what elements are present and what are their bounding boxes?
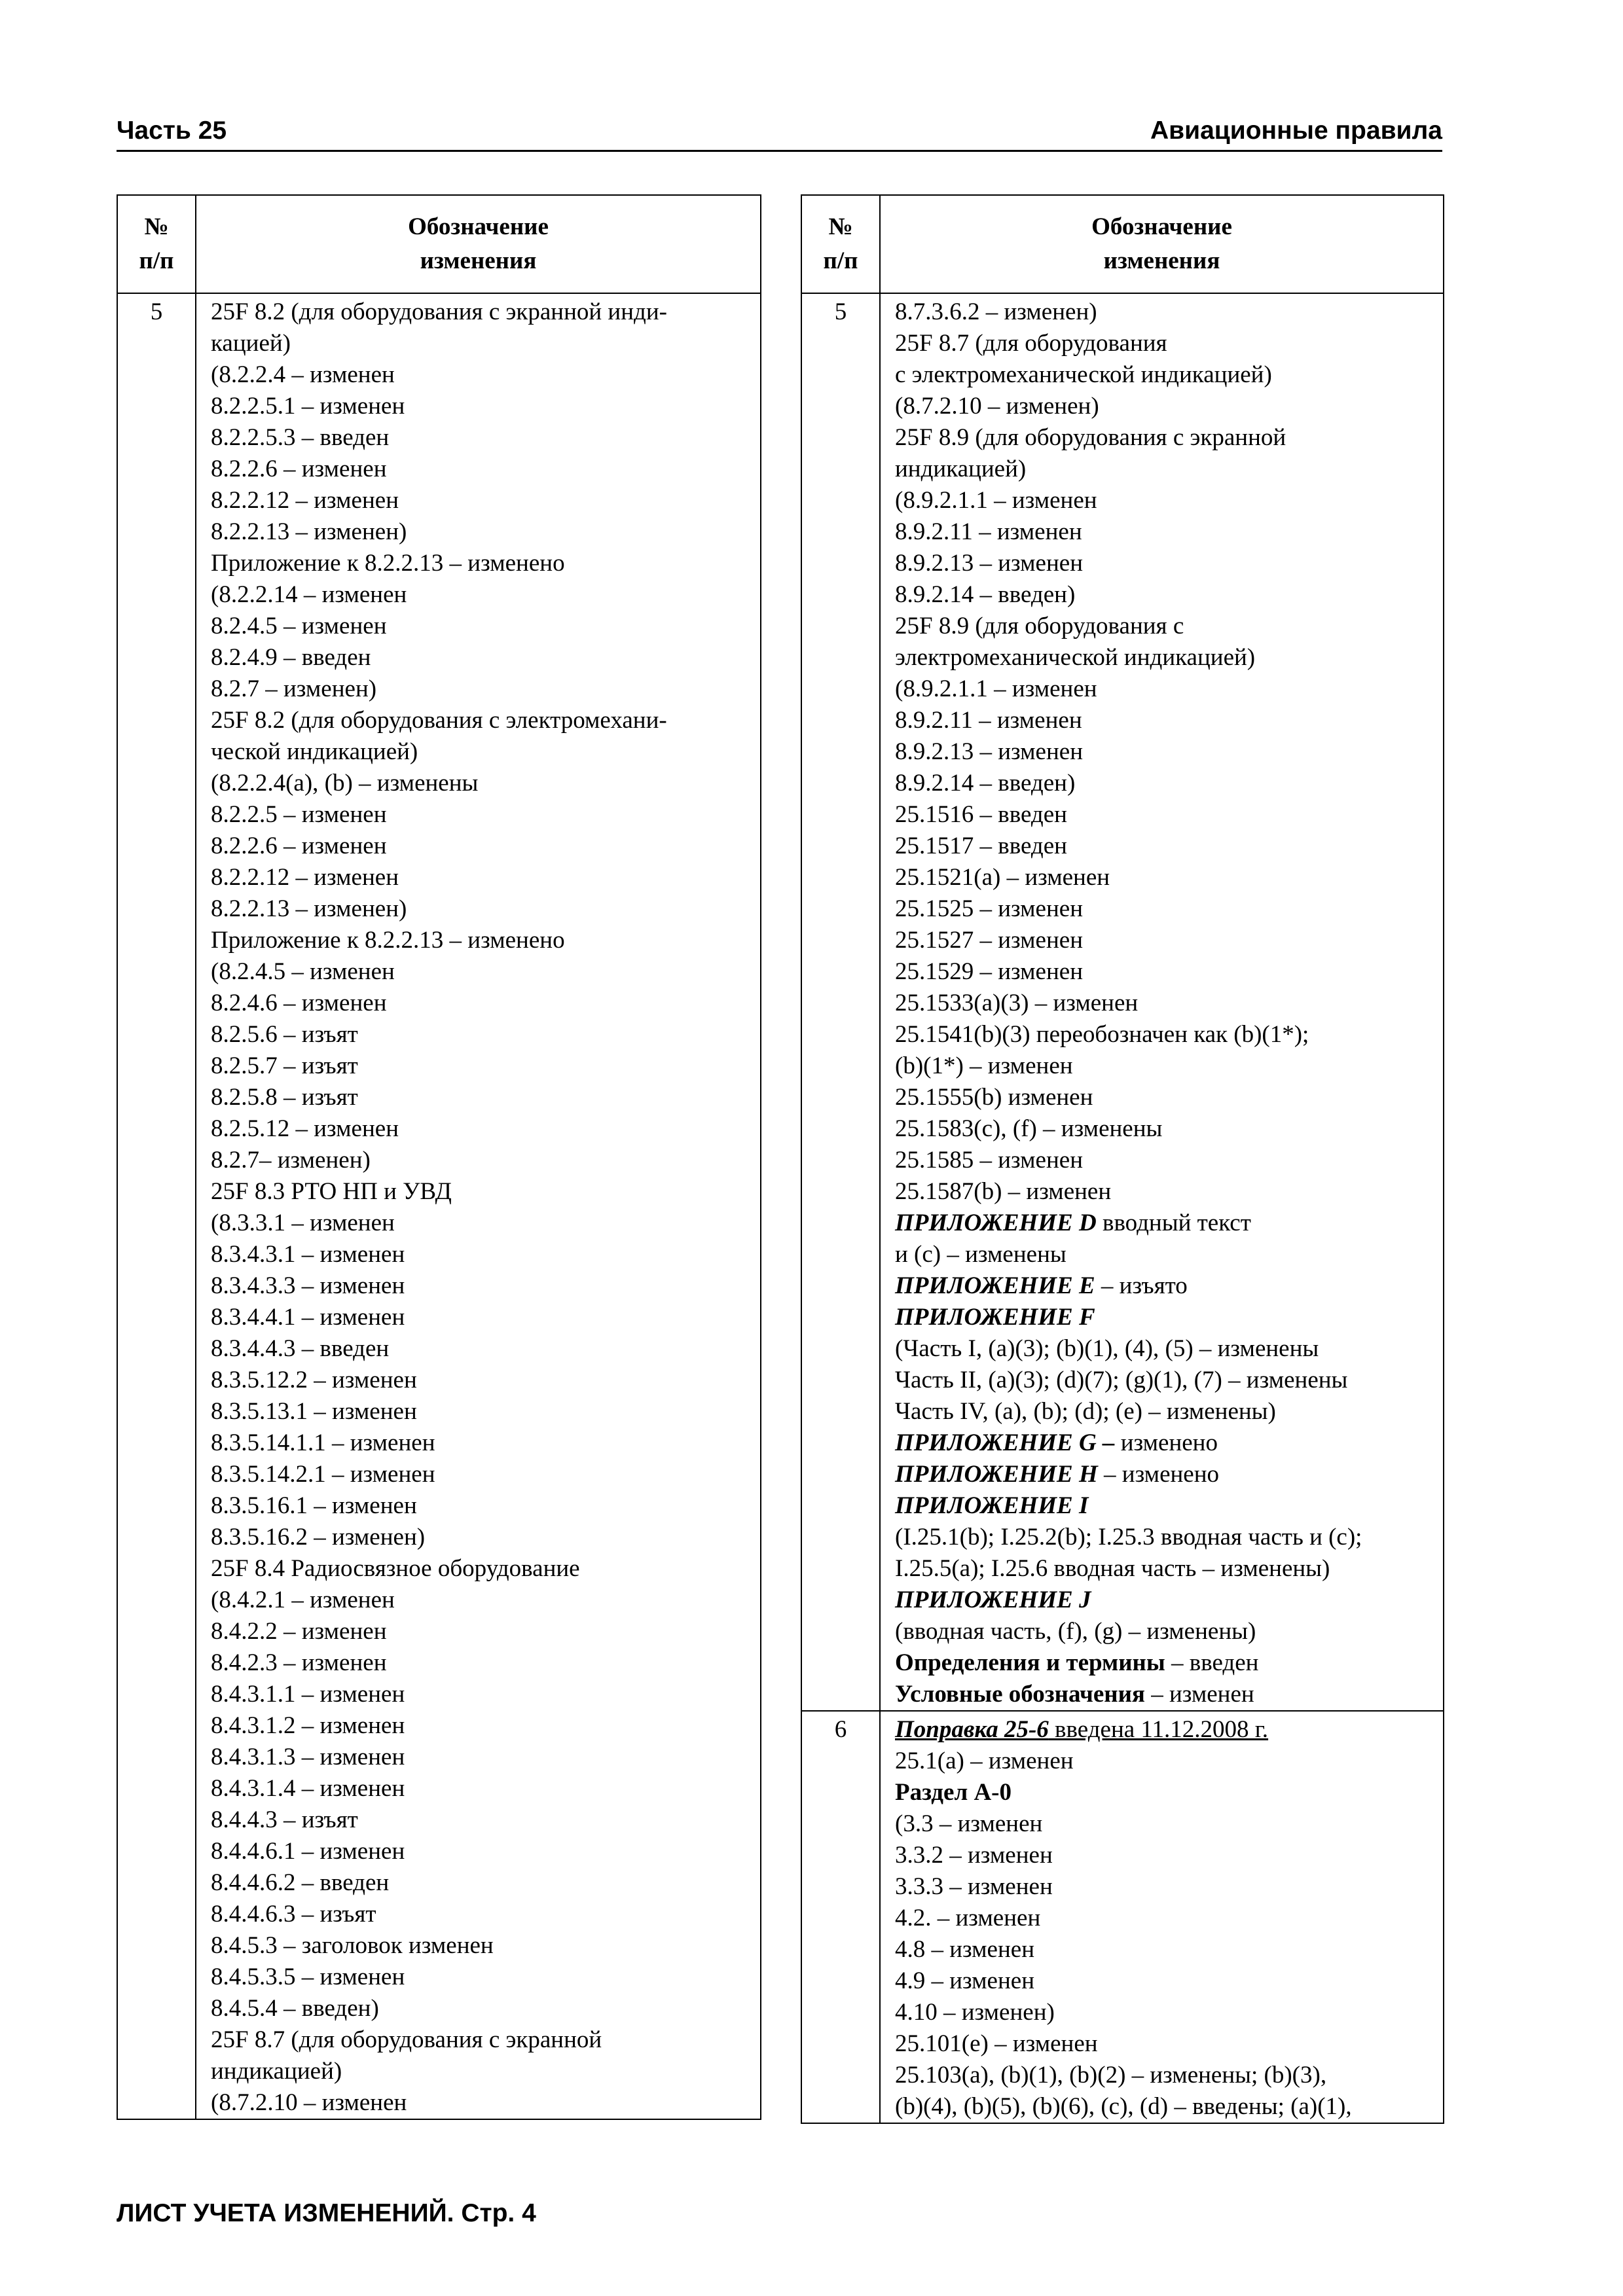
change-line [895, 1871, 1438, 1903]
change-line [895, 1679, 1438, 1710]
change-line: 8.2.5.7 – изъят [211, 1052, 358, 1079]
appendix-label: ПРИЛОЖЕНИЕ I [895, 1492, 1089, 1519]
change-line: 8.3.5.16.1 – изменен [211, 1492, 417, 1519]
change-line [895, 1082, 1438, 1113]
table-header-row [117, 195, 761, 293]
change-line [895, 768, 1438, 799]
header-num-line1: № [828, 213, 853, 240]
change-line [895, 1490, 1438, 1522]
change-text: 4.8 – изменен [895, 1936, 1035, 1963]
change-text: 25.1555(b) изменен [895, 1084, 1093, 1111]
change-text: 25.1529 – изменен [895, 958, 1084, 985]
change-line [895, 1965, 1438, 1997]
change-line [895, 548, 1438, 579]
change-line: 8.4.3.1.3 – изменен [211, 1744, 405, 1770]
change-line: 8.4.3.1.4 – изменен [211, 1775, 405, 1802]
change-line: 8.4.4.3 – изъят [211, 1806, 358, 1833]
change-text: – введен [1165, 1649, 1259, 1676]
change-line: 8.4.5.3 – заголовок изменен [211, 1932, 494, 1959]
change-line: кацией) [211, 330, 291, 357]
header-num-line1: № [144, 213, 169, 240]
change-text: I.25.5(a); I.25.6 вводная часть – изменены) [895, 1555, 1330, 1582]
change-line: 8.2.2.6 – изменен [211, 456, 387, 482]
change-text: 8.9.2.14 – введен) [895, 770, 1076, 797]
change-text: 3.3.2 – изменен [895, 1842, 1053, 1869]
row-number: 5 [117, 293, 196, 2119]
change-line: 8.2.2.13 – изменен) [211, 895, 407, 922]
change-line [895, 454, 1438, 485]
appendix-label: ПРИЛОЖЕНИЕ E [895, 1272, 1095, 1299]
change-line: 8.4.3.1.1 – изменен [211, 1681, 405, 1708]
change-line: 8.3.4.3.3 – изменен [211, 1272, 405, 1299]
change-line: Приложение к 8.2.2.13 – изменено [211, 927, 565, 954]
change-line [895, 485, 1438, 516]
change-line: (8.3.3.1 – изменен [211, 1210, 395, 1236]
appendix-label: ПРИЛОЖЕНИЕ J [895, 1587, 1091, 1613]
row-number: 5 [801, 293, 880, 1711]
row-changes [196, 293, 761, 2119]
change-line [895, 1145, 1438, 1176]
change-text: и (c) – изменены [895, 1241, 1067, 1268]
header-rule [117, 150, 1442, 152]
change-text: 25.1587(b) – изменен [895, 1178, 1112, 1205]
change-text: 25.1516 – введен [895, 801, 1067, 828]
change-text: индикацией) [895, 456, 1027, 482]
change-text: 25F 8.7 (для оборудования [895, 330, 1167, 357]
change-line: (8.7.2.10 – изменен [211, 2089, 407, 2116]
change-line: 8.2.2.12 – изменен [211, 864, 399, 891]
change-line: 25F 8.2 (для оборудования с экранной инди- [211, 298, 667, 325]
change-line: (8.2.2.4 – изменен [211, 361, 395, 388]
change-line: (8.2.2.14 – изменен [211, 581, 407, 608]
change-line [895, 705, 1438, 736]
change-text: 25.1517 – введен [895, 833, 1067, 859]
change-line [895, 611, 1438, 642]
appendix-label: ПРИЛОЖЕНИЕ D [895, 1210, 1097, 1236]
header-desc-line2: изменения [420, 247, 537, 274]
change-line: 8.2.2.5.3 – введен [211, 424, 390, 451]
row-number: 6 [801, 1711, 880, 2123]
change-line [895, 1365, 1438, 1396]
change-text: 25.1527 – изменен [895, 927, 1084, 954]
change-text: (3.3 – изменен [895, 1810, 1043, 1837]
header-desc-line1: Обозначение [408, 213, 549, 240]
change-line [895, 1808, 1438, 1840]
change-line: 8.2.5.6 – изъят [211, 1021, 358, 1048]
change-line: 8.3.4.3.1 – изменен [211, 1241, 405, 1268]
change-line [895, 642, 1438, 673]
change-line [895, 1050, 1438, 1082]
change-line: (8.2.4.5 – изменен [211, 958, 395, 985]
change-text: 25.1525 – изменен [895, 895, 1084, 922]
change-text: (I.25.1(b); I.25.2(b); I.25.3 вводная часть и (c); [895, 1524, 1362, 1551]
change-text: с электромеханической индикацией) [895, 361, 1272, 388]
change-line [895, 831, 1438, 862]
change-line [895, 673, 1438, 705]
change-line: 8.4.5.4 – введен) [211, 1995, 379, 2022]
change-text: 25F 8.9 (для оборудования с экранной [895, 424, 1286, 451]
row-changes [880, 293, 1444, 1711]
change-line [895, 516, 1438, 548]
bold-label: Раздел А-0 [895, 1779, 1012, 1806]
change-line: 8.2.4.5 – изменен [211, 613, 387, 639]
change-line [895, 1746, 1438, 1777]
amendments-table-left [117, 194, 761, 2120]
change-line: 8.2.2.6 – изменен [211, 833, 387, 859]
amendments-table-right [801, 194, 1444, 2124]
change-text: 25.1585 – изменен [895, 1147, 1084, 1174]
change-line [895, 862, 1438, 893]
change-line [895, 925, 1438, 956]
change-line: Приложение к 8.2.2.13 – изменено [211, 550, 565, 577]
change-line: 8.4.4.6.2 – введен [211, 1869, 390, 1896]
change-line: ческой индикацией) [211, 738, 418, 765]
change-line [895, 1840, 1438, 1871]
change-text: (Часть I, (a)(3); (b)(1), (4), (5) – изменены [895, 1335, 1319, 1362]
change-line [895, 1019, 1438, 1050]
change-line: 8.2.5.8 – изъят [211, 1084, 358, 1111]
change-text: 4.10 – изменен) [895, 1999, 1055, 2026]
change-line: 8.3.4.4.1 – изменен [211, 1304, 405, 1331]
change-text: 25.1521(a) – изменен [895, 864, 1110, 891]
change-line [895, 1553, 1438, 1585]
table-header-row [801, 195, 1444, 293]
change-line: 8.2.2.12 – изменен [211, 487, 399, 514]
change-line: 8.2.2.5.1 – изменен [211, 393, 405, 420]
change-line [895, 1585, 1438, 1616]
table-row [801, 293, 1444, 1711]
change-text: (8.7.2.10 – изменен) [895, 393, 1099, 420]
change-line [895, 2091, 1438, 2123]
change-text: – изменен [1144, 1681, 1254, 1708]
change-text: – изменено [1097, 1461, 1220, 1488]
change-line: 8.3.5.16.2 – изменен) [211, 1524, 426, 1551]
appendix-label: ПРИЛОЖЕНИЕ G – [895, 1429, 1115, 1456]
change-line [895, 1714, 1438, 1746]
change-line [895, 736, 1438, 768]
change-line [895, 1176, 1438, 1208]
change-text: 25.1(a) – изменен [895, 1748, 1074, 1774]
page-footer: ЛИСТ УЧЕТА ИЗМЕНЕНИЙ. Стр. 4 [117, 2199, 536, 2227]
change-line: индикацией) [211, 2058, 342, 2085]
column-header-designation [196, 195, 761, 293]
change-line: (8.4.2.1 – изменен [211, 1587, 395, 1613]
header-num-line2: п/п [823, 247, 858, 274]
change-text: 25.1541(b)(3) переобозначен как (b)(1*); [895, 1021, 1309, 1048]
change-text: 8.9.2.11 – изменен [895, 707, 1082, 734]
change-line [895, 1903, 1438, 1934]
change-text: (b)(4), (b)(5), (b)(6), (c), (d) – введены; (a)(1), [895, 2093, 1352, 2120]
change-text: 3.3.3 – изменен [895, 1873, 1053, 1900]
change-text: 8.9.2.13 – изменен [895, 550, 1084, 577]
change-line: 25F 8.4 Радиосвязное оборудование [211, 1555, 580, 1582]
change-line [895, 296, 1438, 328]
change-line: 8.2.7– изменен) [211, 1147, 371, 1174]
change-text: 8.9.2.11 – изменен [895, 518, 1082, 545]
change-line [895, 579, 1438, 611]
change-text: изменено [1114, 1429, 1218, 1456]
change-line: 8.2.5.12 – изменен [211, 1115, 399, 1142]
change-text: 4.9 – изменен [895, 1967, 1035, 1994]
appendix-label: ПРИЛОЖЕНИЕ H [895, 1461, 1098, 1488]
change-text: 25F 8.9 (для оборудования с [895, 613, 1184, 639]
change-line [895, 988, 1438, 1019]
change-line: 25F 8.7 (для оборудования с экранной [211, 2026, 602, 2053]
change-line: 8.3.5.13.1 – изменен [211, 1398, 417, 1425]
change-text: (b)(1*) – изменен [895, 1052, 1073, 1079]
change-line [895, 1270, 1438, 1302]
change-line: 8.2.4.9 – введен [211, 644, 371, 671]
change-text: 25.101(e) – изменен [895, 2030, 1098, 2057]
change-line [895, 799, 1438, 831]
change-line [895, 359, 1438, 391]
change-line: 8.4.3.1.2 – изменен [211, 1712, 405, 1739]
change-text: (8.9.2.1.1 – изменен [895, 675, 1097, 702]
change-line [895, 1997, 1438, 2028]
change-line: 8.3.5.14.2.1 – изменен [211, 1461, 435, 1488]
change-line [895, 893, 1438, 925]
change-line: 8.3.5.14.1.1 – изменен [211, 1429, 435, 1456]
running-header-part: Часть 25 [117, 117, 227, 145]
change-line: 25F 8.2 (для оборудования с электромехани- [211, 707, 667, 734]
running-header-title: Авиационные правила [1150, 117, 1442, 145]
change-text: Часть II, (a)(3); (d)(7); (g)(1), (7) – изменены [895, 1367, 1348, 1393]
change-line [895, 2028, 1438, 2060]
change-line [895, 1396, 1438, 1427]
change-line [895, 1777, 1438, 1808]
change-line: 8.4.2.3 – изменен [211, 1649, 387, 1676]
amendment-label: Поправка 25-6 [895, 1716, 1049, 1743]
change-line [895, 1459, 1438, 1490]
change-line [895, 1113, 1438, 1145]
column-header-number [801, 195, 880, 293]
change-text: (вводная часть, (f), (g) – изменены) [895, 1618, 1256, 1645]
change-text: 8.9.2.14 – введен) [895, 581, 1076, 608]
change-text: (8.9.2.1.1 – изменен [895, 487, 1097, 514]
change-line [895, 1208, 1438, 1239]
change-text: – изъято [1095, 1272, 1188, 1299]
change-line [895, 391, 1438, 422]
change-line [895, 1302, 1438, 1333]
change-line: 8.2.4.6 – изменен [211, 990, 387, 1016]
table-row [801, 1711, 1444, 2123]
change-text: Часть IV, (a), (b); (d); (e) – изменены) [895, 1398, 1276, 1425]
column-header-number [117, 195, 196, 293]
change-text: электромеханической индикацией) [895, 644, 1256, 671]
change-line [895, 1647, 1438, 1679]
change-line: 8.3.5.12.2 – изменен [211, 1367, 417, 1393]
change-line: 8.2.7 – изменен) [211, 675, 377, 702]
change-line: 8.4.5.3.5 – изменен [211, 1964, 405, 1990]
change-line: 8.3.4.4.3 – введен [211, 1335, 390, 1362]
change-line [895, 956, 1438, 988]
change-line [895, 1616, 1438, 1647]
change-line [895, 2060, 1438, 2091]
change-line [895, 328, 1438, 359]
bold-label: Определения и термины [895, 1649, 1165, 1676]
change-line [895, 1522, 1438, 1553]
amendment-date: введена 11.12.2008 г. [1048, 1716, 1269, 1743]
change-line: 8.4.4.6.3 – изъят [211, 1901, 376, 1928]
bold-label: Условные обозначения [895, 1681, 1145, 1708]
change-line [895, 1239, 1438, 1270]
change-line [895, 1934, 1438, 1965]
change-line [895, 1333, 1438, 1365]
header-desc-line2: изменения [1103, 247, 1220, 274]
change-line: 25F 8.3 РТО НП и УВД [211, 1178, 452, 1205]
header-num-line2: п/п [139, 247, 174, 274]
row-changes [880, 1711, 1444, 2123]
table-row [117, 293, 761, 2119]
column-header-designation [880, 195, 1444, 293]
change-text: 8.7.3.6.2 – изменен) [895, 298, 1097, 325]
appendix-label: ПРИЛОЖЕНИЕ F [895, 1304, 1095, 1331]
change-line: 8.4.4.6.1 – изменен [211, 1838, 405, 1865]
change-line [895, 1427, 1438, 1459]
change-line: (8.2.2.4(a), (b) – изменены [211, 770, 479, 797]
change-line: 8.4.2.2 – изменен [211, 1618, 387, 1645]
change-line [895, 422, 1438, 454]
change-text: 25.1533(a)(3) – изменен [895, 990, 1139, 1016]
change-line: 8.2.2.13 – изменен) [211, 518, 407, 545]
change-text: вводный текст [1096, 1210, 1251, 1236]
change-text: 25.103(a), (b)(1), (b)(2) – изменены; (b)(3), [895, 2062, 1327, 2089]
change-line: 8.2.2.5 – изменен [211, 801, 387, 828]
change-text: 8.9.2.13 – изменен [895, 738, 1084, 765]
header-desc-line1: Обозначение [1091, 213, 1232, 240]
change-text: 4.2. – изменен [895, 1905, 1041, 1931]
change-text: 25.1583(c), (f) – изменены [895, 1115, 1163, 1142]
